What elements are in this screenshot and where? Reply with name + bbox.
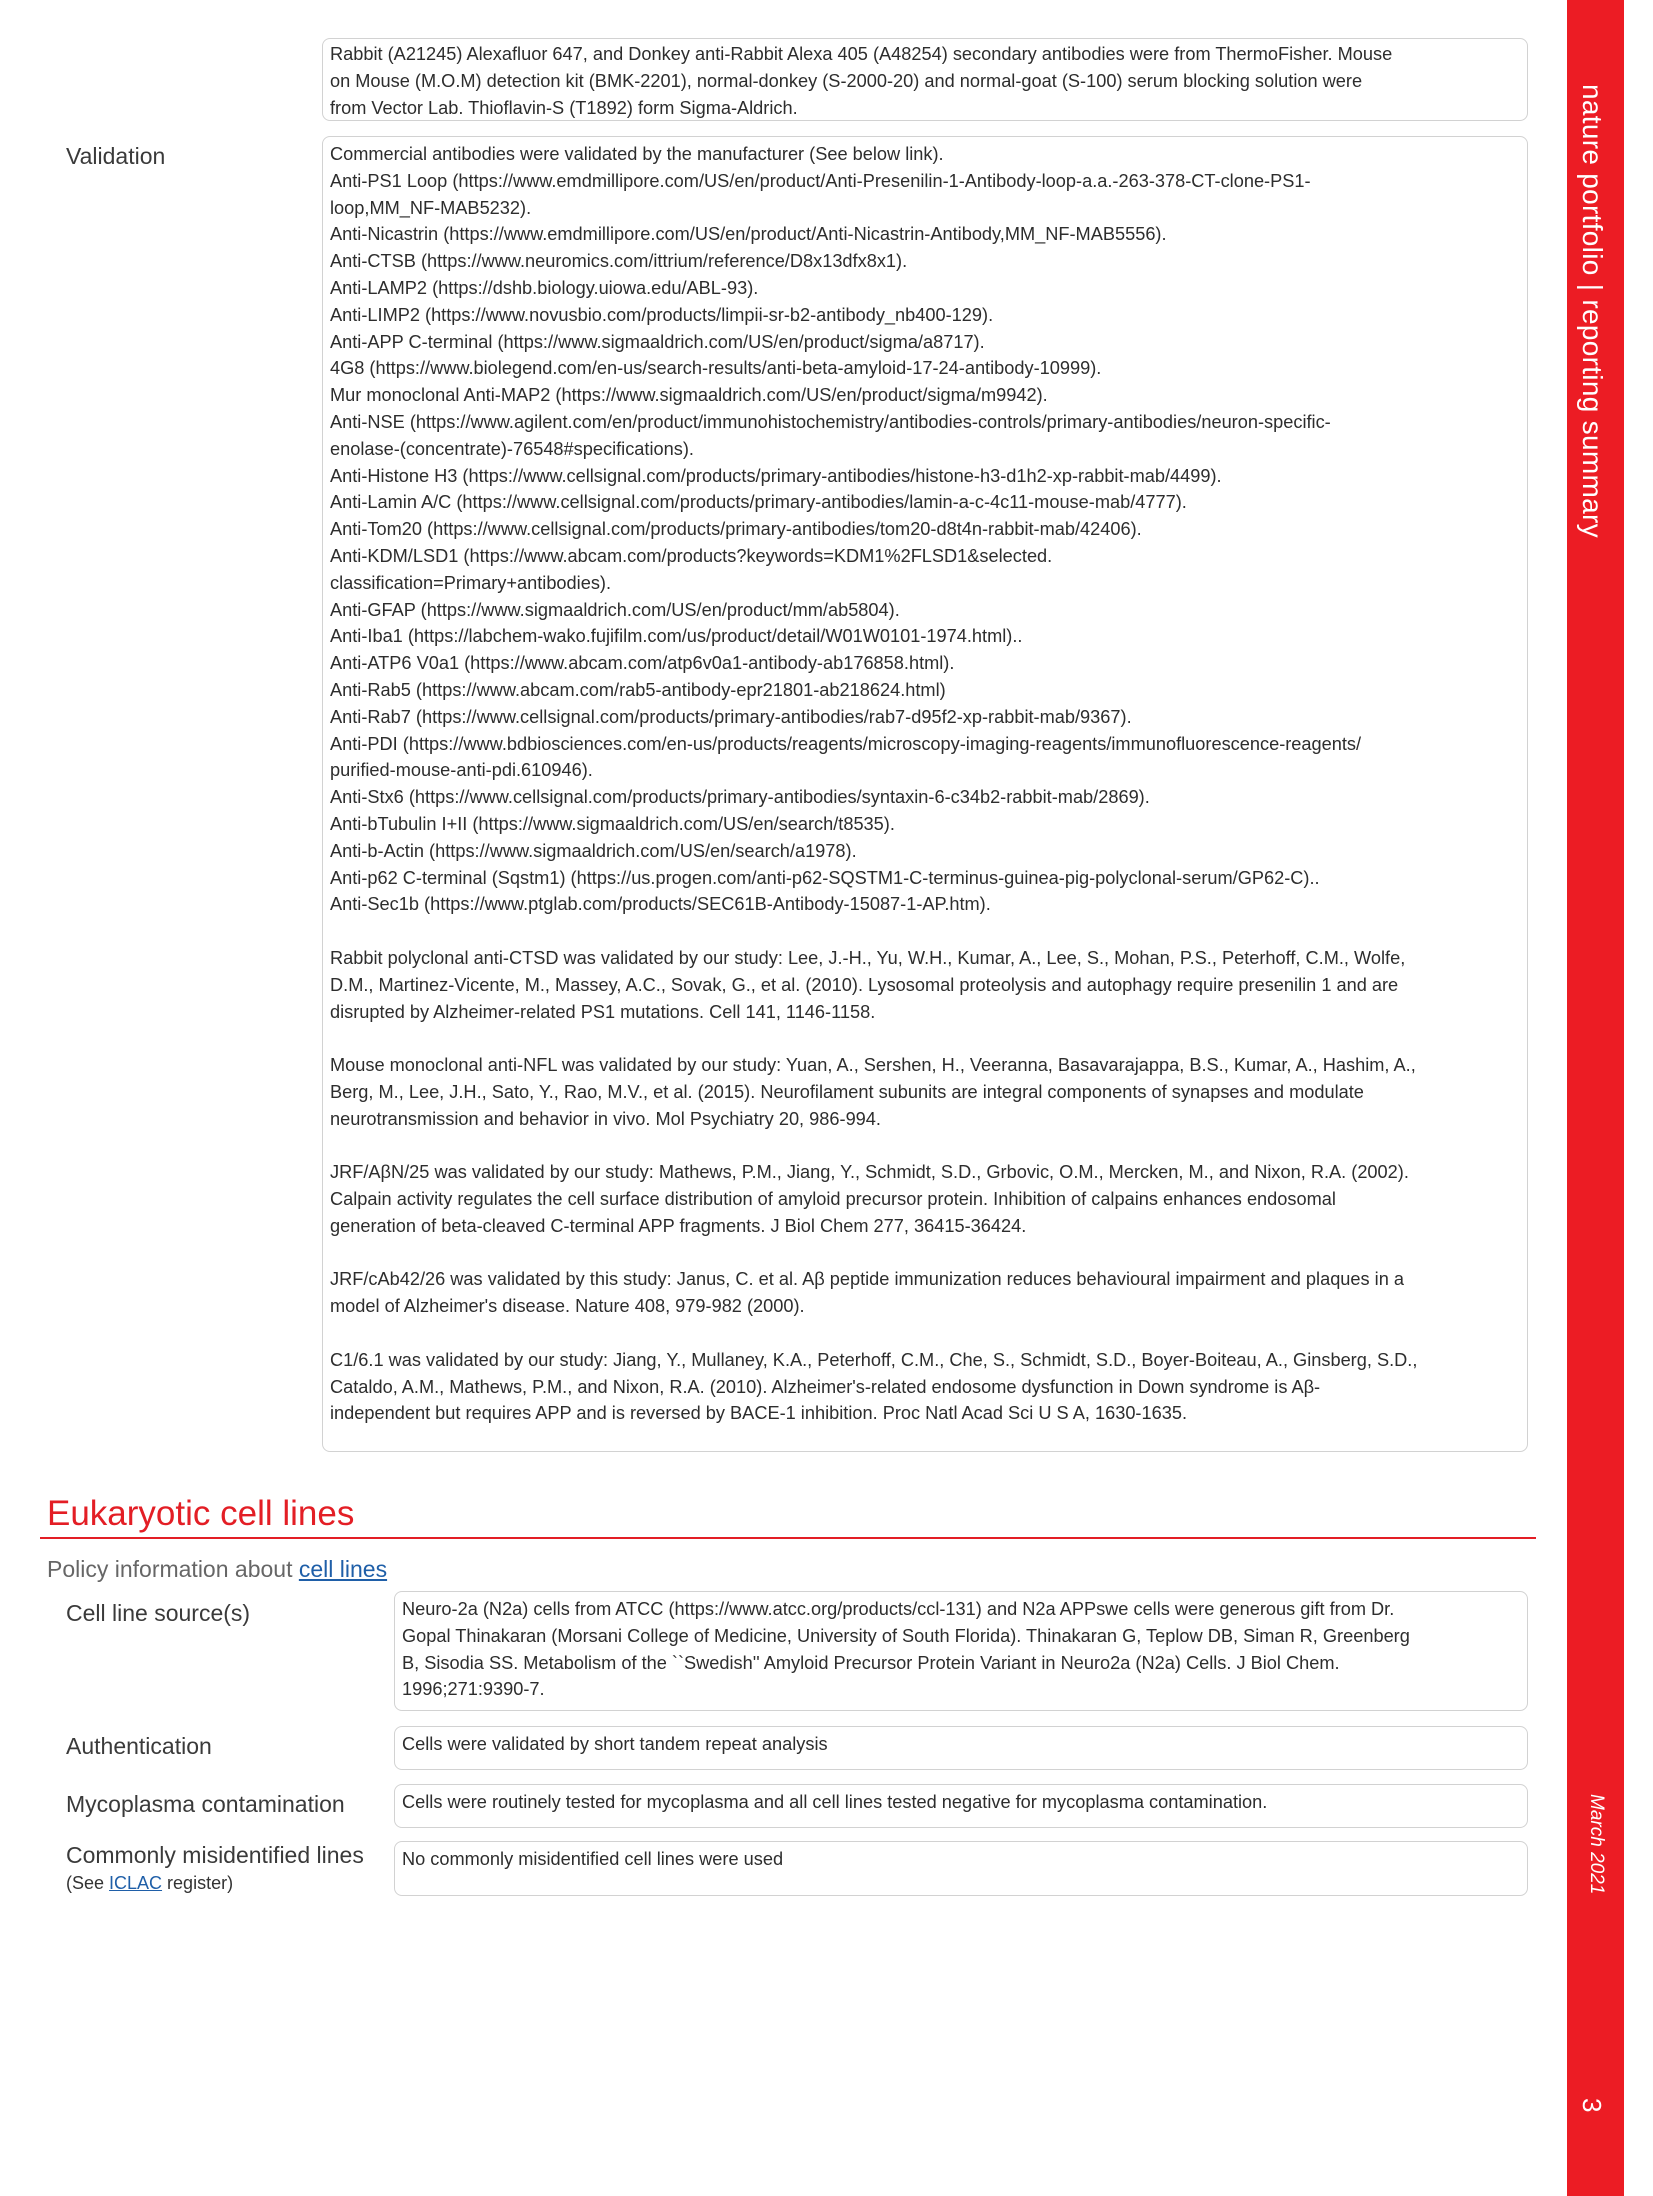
validation-line: JRF/cAb42/26 was validated by this study: Janus, C. et al. Aβ peptide immunization reduces behavioural impairment and plaques in a [330,1269,1405,1290]
validation-line: Cataldo, A.M., Mathews, P.M., and Nixon, R.A. (2010). Alzheimer's-related endosome dysfunction in Down syndrome is Aβ- [330,1376,1321,1397]
authentication-box [394,1726,1528,1770]
cell-line-source-line: B, Sisodia SS. Metabolism of the ``Swedish'' Amyloid Precursor Protein Variant in Neuro2a (N2a) Cells. J Biol Chem. [402,1652,1340,1673]
validation-spacer [330,1320,1520,1347]
validation-line: Anti-b-Actin (https://www.sigmaaldrich.com/US/en/search/a1978). [330,840,857,861]
validation-spacer [330,1025,1520,1052]
antibodies-continued-text [330,41,1520,121]
validation-line: Mur monoclonal Anti-MAP2 (https://www.sigmaaldrich.com/US/en/product/sigma/m9942). [330,385,1048,406]
validation-line: 4G8 (https://www.biolegend.com/en-us/search-results/anti-beta-amyloid-17-24-antibody-10999). [330,358,1102,379]
validation-spacer [330,1240,1520,1267]
antibodies-line: on Mouse (M.O.M) detection kit (BMK-2201), normal-donkey (S-2000-20) and normal-goat (S-100) serum blocking solution were [330,70,1363,91]
validation-line: Anti-Tom20 (https://www.cellsignal.com/products/primary-antibodies/tom20-d8t4n-rabbit-mab/42406). [330,519,1142,540]
validation-line: C1/6.1 was validated by our study: Jiang, Y., Mullaney, K.A., Peterhoff, C.M., Che, S., Schmidt, S.D., Boyer-Boiteau, A., Ginsberg, S.D., [330,1349,1418,1370]
validation-line: Anti-p62 C-terminal (Sqstm1) (https://us.progen.com/anti-p62-SQSTM1-C-terminus-guinea-pig-polyclonal-serum/GP62-C).. [330,867,1320,888]
validation-line: D.M., Martinez-Vicente, M., Massey, A.C., Sovak, G., et al. (2010). Lysosomal proteolysis and autophagy require presenilin 1 and are [330,974,1399,995]
validation-line: classification=Primary+antibodies). [330,572,612,593]
validation-line: Anti-Rab5 (https://www.abcam.com/rab5-antibody-epr21801-ab218624.html) [330,679,946,700]
report-name: reporting summary [1577,299,1608,538]
validation-spacer [330,1132,1520,1159]
policy-info [47,1556,387,1583]
validation-spacer [330,918,1520,945]
mycoplasma-label: Mycoplasma contamination [66,1791,345,1817]
antibodies-line: Rabbit (A21245) Alexafluor 647, and Donkey anti-Rabbit Alexa 405 (A48254) secondary antibodies were from ThermoFisher. Mouse [330,44,1393,64]
validation-line: Anti-Rab7 (https://www.cellsignal.com/products/primary-antibodies/rab7-d95f2-xp-rabbit-mab/9367). [330,706,1132,727]
validation-box [322,136,1528,1452]
validation-line: model of Alzheimer's disease. Nature 408, 979-982 (2000). [330,1296,805,1317]
mycoplasma-value: Cells were routinely tested for mycoplasma and all cell lines tested negative for mycoplasma contamination. [402,1792,1268,1812]
misidentified-box [394,1841,1528,1896]
validation-line: generation of beta-cleaved C-terminal APP fragments. J Biol Chem 277, 36415-36424. [330,1215,1027,1236]
validation-line: Anti-NSE (https://www.agilent.com/en/product/immunohistochemistry/antibodies-controls/primary-antibodies/neuron-specific- [330,411,1331,432]
validation-line: Anti-GFAP (https://www.sigmaaldrich.com/US/en/product/mm/ab5804). [330,599,900,620]
antibodies-line: from Vector Lab. Thioflavin-S (T1892) form Sigma-Aldrich. [330,97,798,118]
validation-line: Anti-APP C-terminal (https://www.sigmaaldrich.com/US/en/product/sigma/a8717). [330,331,985,352]
cell-line-source-line: Neuro-2a (N2a) cells from ATCC (https://www.atcc.org/products/ccl-131) and N2a APPswe cells were generous gift from Dr. [402,1599,1395,1619]
page-number: 3 [1577,2098,1607,2113]
mycoplasma-box [394,1784,1528,1828]
section-title: Eukaryotic cell lines [47,1494,355,1533]
validation-line: Calpain activity regulates the cell surface distribution of amyloid precursor protein. Inhibition of calpains enhances endosomal [330,1189,1336,1210]
report-date: March 2021 [1586,1794,1607,1895]
validation-line: Anti-KDM/LSD1 (https://www.abcam.com/products?keywords=KDM1%2FLSD1&selected. [330,545,1053,566]
validation-line: Anti-Iba1 (https://labchem-wako.fujifilm.com/us/product/detail/W01W0101-1974.html).. [330,626,1023,647]
cell-line-source-line: Gopal Thinakaran (Morsani College of Medicine, University of South Florida). Thinakaran G, Teplow DB, Siman R, Greenberg [402,1625,1410,1646]
validation-line: Anti-ATP6 V0a1 (https://www.abcam.com/atp6v0a1-antibody-ab176858.html). [330,653,955,674]
authentication-value: Cells were validated by short tandem repeat analysis [402,1734,828,1754]
validation-line: Anti-PDI (https://www.bdbiosciences.com/en-us/products/reagents/microscopy-imaging-reagents/immunofluorescence-reagents/ [330,733,1362,754]
validation-text [330,141,1520,1427]
validation-line: purified-mouse-anti-pdi.610946). [330,760,593,781]
iclac-prefix: (See [66,1873,110,1893]
validation-label: Validation [66,143,166,169]
validation-line: enolase-(concentrate)-76548#specifications). [330,438,694,459]
validation-line: Anti-bTubulin I+II (https://www.sigmaaldrich.com/US/en/search/t8535). [330,813,895,834]
iclac-suffix: register) [162,1873,234,1893]
cell-lines-link[interactable]: cell lines [298,1556,388,1582]
validation-line: Anti-Histone H3 (https://www.cellsignal.com/products/primary-antibodies/histone-h3-d1h2-xp-rabbit-mab/4499). [330,465,1222,486]
policy-prefix: Policy information about [47,1556,299,1582]
iclac-note [66,1873,233,1894]
brand-text [1576,84,1608,538]
cell-line-source-box [394,1591,1528,1711]
validation-line: Rabbit polyclonal anti-CTSD was validated by our study: Lee, J.-H., Yu, W.H., Kumar, A., Lee, S., Mohan, P.S., Peterhoff, C.M., Wolfe, [330,947,1406,968]
misidentified-value: No commonly misidentified cell lines were used [402,1849,784,1869]
validation-line: neurotransmission and behavior in vivo. Mol Psychiatry 20, 986-994. [330,1108,881,1129]
validation-line: Anti-Stx6 (https://www.cellsignal.com/products/primary-antibodies/syntaxin-6-c34b2-rabbit-mab/2869). [330,787,1150,808]
validation-line: Anti-LIMP2 (https://www.novusbio.com/products/limpii-sr-b2-antibody_nb400-129). [330,304,994,325]
cell-line-source-line: 1996;271:9390-7. [402,1679,545,1700]
validation-line: disrupted by Alzheimer-related PS1 mutations. Cell 141, 1146-1158. [330,1001,876,1022]
brand-vertical [1567,84,1624,564]
validation-line: Anti-Lamin A/C (https://www.cellsignal.com/products/primary-antibodies/lamin-a-c-4c11-mouse-mab/4777). [330,492,1187,513]
antibodies-continued-box [322,38,1528,121]
validation-line: Berg, M., Lee, J.H., Sato, Y., Rao, M.V., et al. (2015). Neurofilament subunits are integral components of synapses and modulate [330,1081,1364,1102]
validation-line: Anti-Nicastrin (https://www.emdmillipore.com/US/en/product/Anti-Nicastrin-Antibody,MM_NF-MAB5556). [330,224,1167,245]
validation-line: loop,MM_NF-MAB5232). [330,197,532,218]
validation-line: independent but requires APP and is reversed by BACE-1 inhibition. Proc Natl Acad Sci U S A, 1630-1635. [330,1403,1188,1424]
brand-separator: | [1577,283,1608,292]
iclac-link[interactable]: ICLAC [109,1873,163,1893]
validation-line: Anti-Sec1b (https://www.ptglab.com/products/SEC61B-Antibody-15087-1-AP.htm). [330,894,991,915]
section-divider [40,1537,1536,1539]
validation-line: Commercial antibodies were validated by the manufacturer (See below link). [330,144,944,164]
validation-line: Anti-LAMP2 (https://dshb.biology.uiowa.edu/ABL-93). [330,277,759,298]
authentication-label: Authentication [66,1733,212,1759]
cell-line-source-label: Cell line source(s) [66,1600,251,1626]
misidentified-label: Commonly misidentified lines [66,1842,364,1868]
validation-line: Mouse monoclonal anti-NFL was validated by our study: Yuan, A., Sershen, H., Veeranna, Basavarajappa, B.S., Kumar, A., Hashim, A., [330,1055,1416,1076]
brand-name: nature portfolio [1577,84,1608,276]
validation-line: Anti-PS1 Loop (https://www.emdmillipore.com/US/en/product/Anti-Presenilin-1-Antibody-loop-a.a.-263-378-CT-clone-PS1- [330,170,1311,191]
validation-line: JRF/AβN/25 was validated by our study: Mathews, P.M., Jiang, Y., Schmidt, S.D., Grbovic, O.M., Mercken, M., and Nixon, R.A. (2002). [330,1162,1409,1183]
validation-line: Anti-CTSB (https://www.neuromics.com/ittrium/reference/D8x13dfx8x1). [330,251,908,272]
cell-line-source-text [402,1596,1520,1703]
